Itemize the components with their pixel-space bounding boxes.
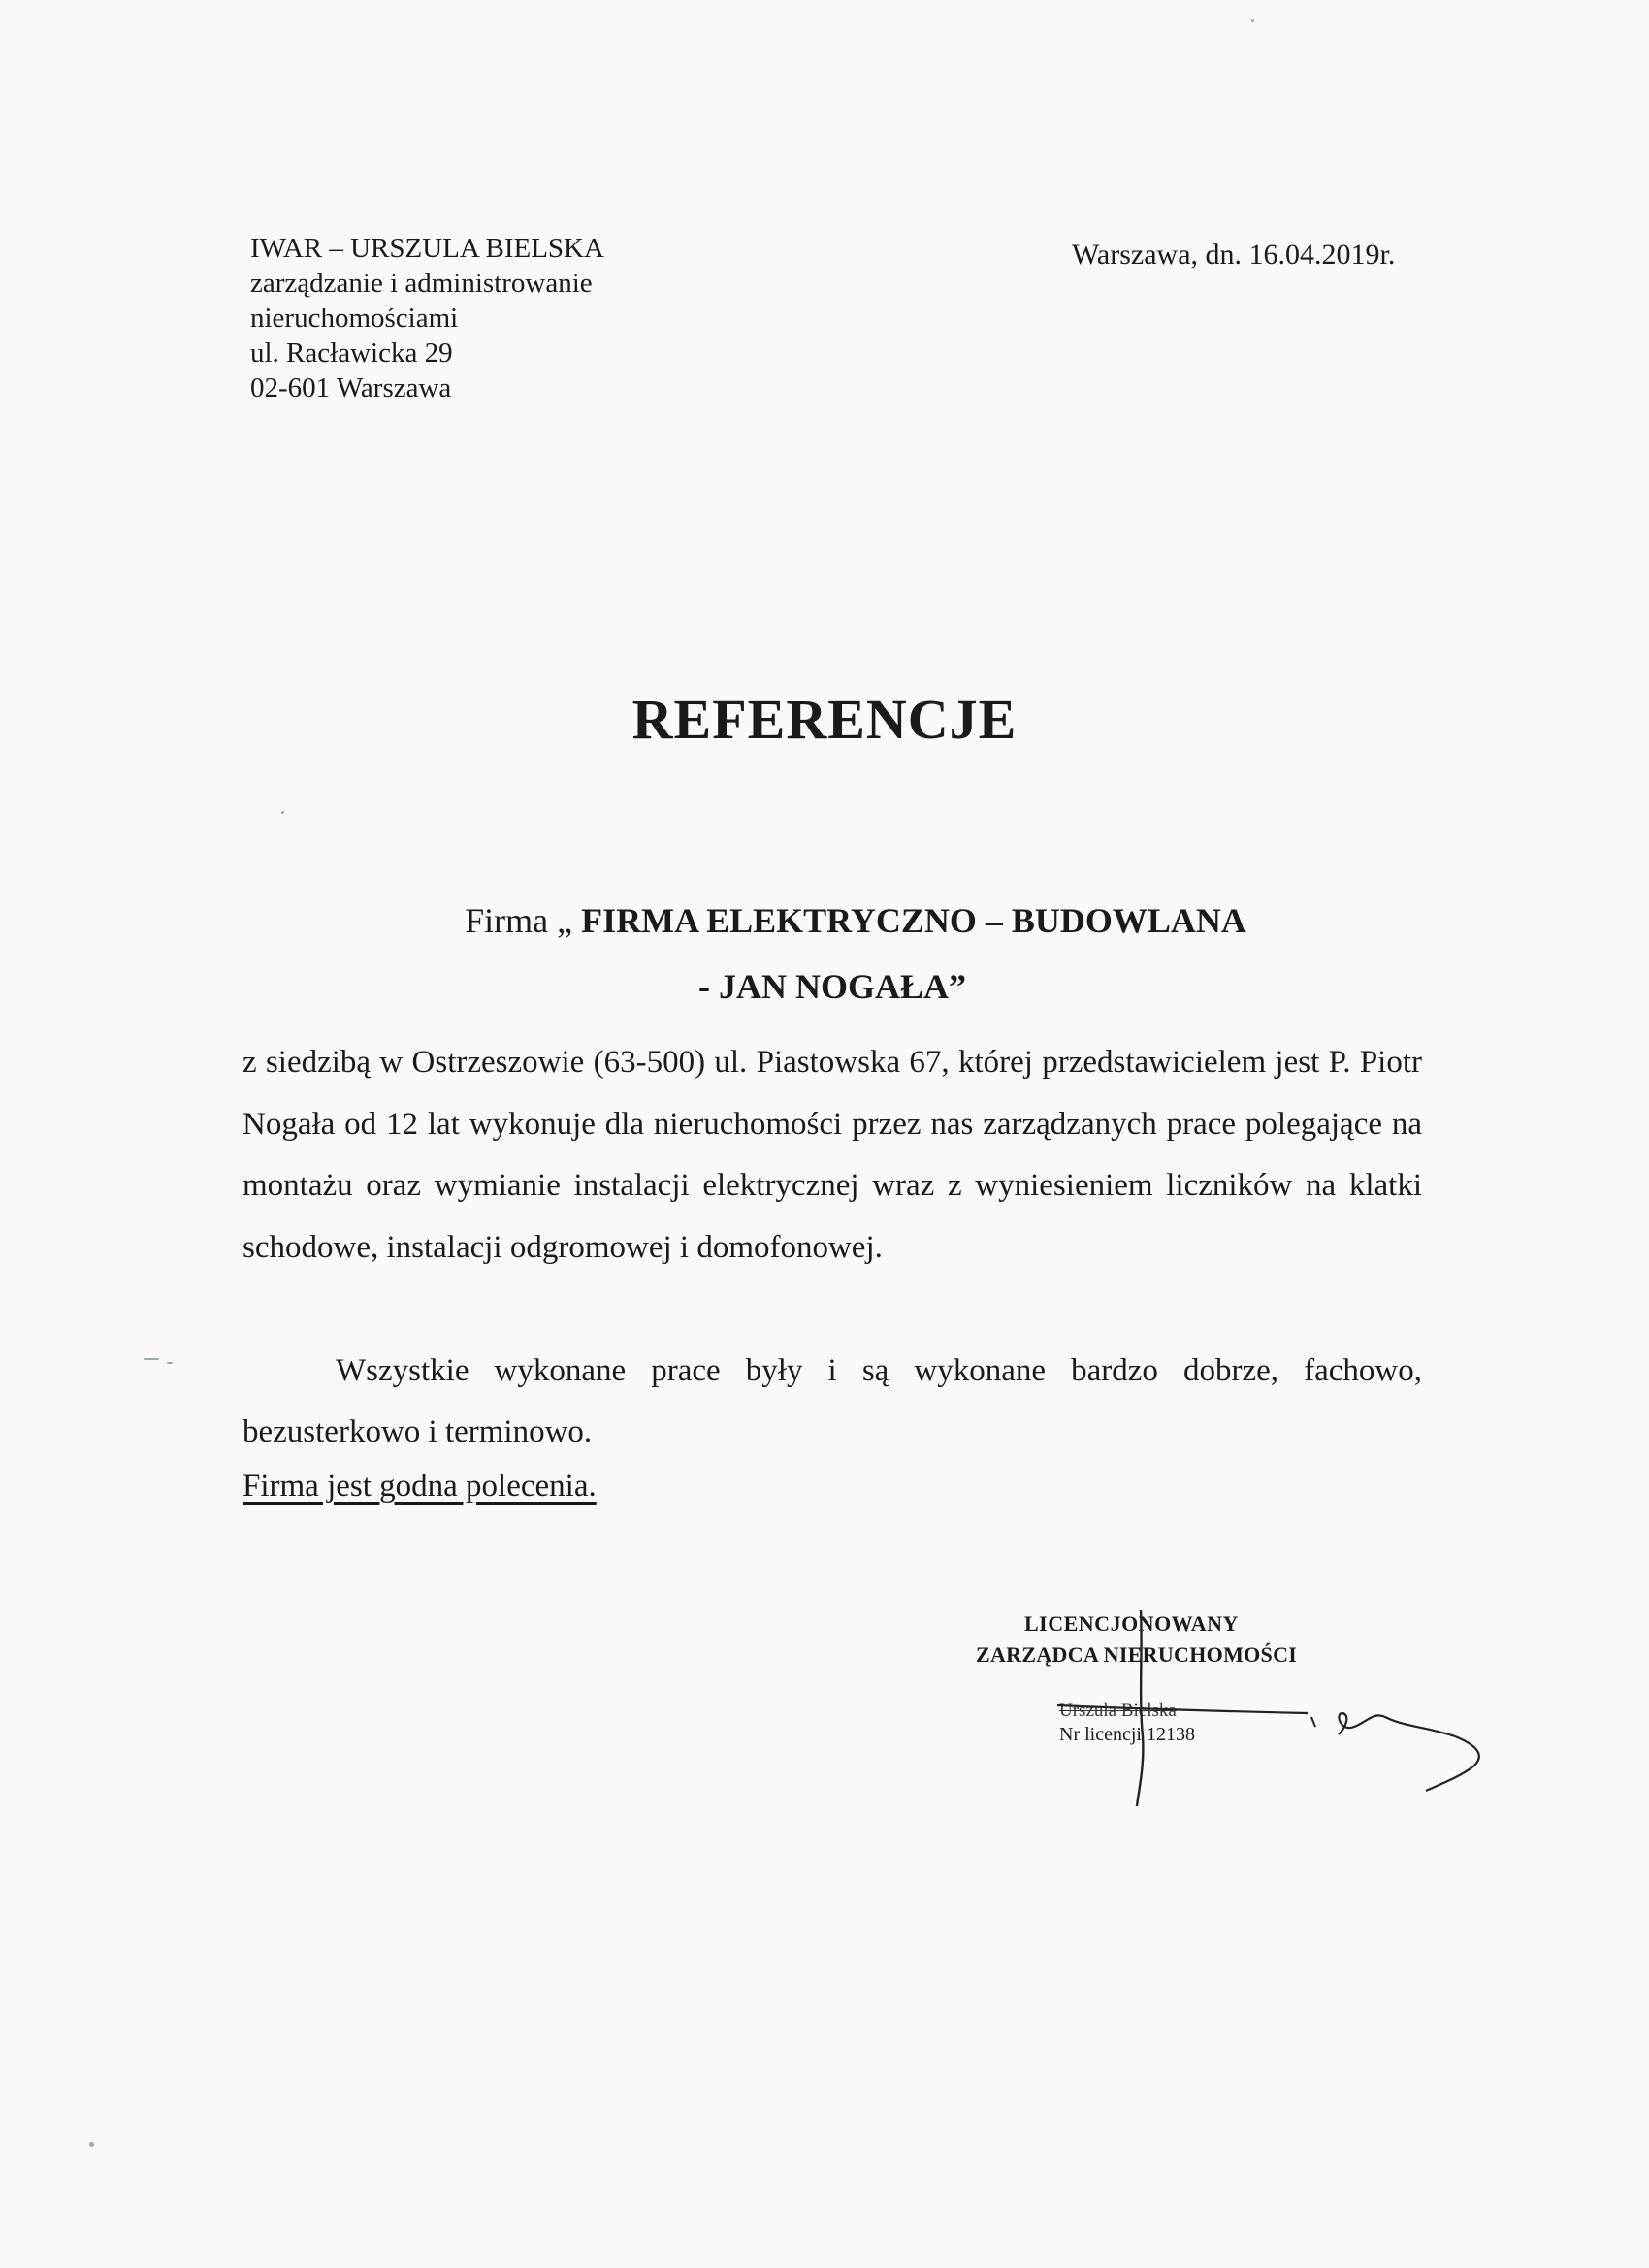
- sender-address-block: [250, 231, 604, 405]
- paper-speck: [281, 811, 284, 814]
- stamp-name: Urszula Bielska: [1059, 1701, 1177, 1721]
- place-and-date: Warszawa, dn. 16.04.2019r.: [1072, 239, 1396, 271]
- company-name-line-1: [31, 900, 1649, 941]
- sender-postal-city: 02-601 Warszawa: [250, 373, 452, 404]
- paper-speck: [1251, 19, 1254, 22]
- recommendation-sentence: Firma jest godna polecenia.: [242, 1469, 597, 1504]
- paper-speck: [144, 1358, 159, 1360]
- sender-description: zarządzanie i administrowanie: [250, 268, 593, 299]
- sender-company-name: IWAR – URSZULA BIELSKA: [250, 233, 604, 264]
- company-prefix: Firma „: [465, 901, 582, 940]
- handwritten-signature: [970, 1591, 1513, 1824]
- paper-speck: [89, 2142, 94, 2147]
- company-name-line-2: - JAN NOGAŁA”: [698, 967, 966, 1006]
- signature-stroke-underline: [1057, 1705, 1308, 1713]
- sender-description-cont: nieruchomościami: [250, 303, 459, 334]
- stamp-licensed: LICENCJONOWANY: [1024, 1611, 1239, 1636]
- signature-stroke-tick: [1311, 1717, 1315, 1727]
- reference-paragraph-2: Wszystkie wykonane prace były i są wykonane bardzo dobrze, fachowo, bezusterkowo i terminowo.: [242, 1353, 1422, 1449]
- company-name: FIRMA ELEKTRYCZNO – BUDOWLANA: [581, 901, 1246, 940]
- paper-speck: [167, 1362, 173, 1364]
- signature-stroke-main: [1339, 1713, 1479, 1791]
- reference-paragraph-1: z siedzibą w Ostrzeszowie (63-500) ul. Piastowska 67, której przedstawicielem jest P. Piotr Nogała od 12 lat wykonuje dla nieruchomości przez nas zarządzanych prace polegające na montażu oraz wymianie instalacji elektrycznej wraz z wyniesieniem liczników na klatki schodowe, instalacji odgromowej i domofonowej.: [242, 1045, 1422, 1265]
- sender-street: ul. Racławicka 29: [250, 338, 453, 369]
- stamp-license-number: Nr licencji 12138: [1059, 1724, 1195, 1745]
- stamp-manager-title: ZARZĄDCA NIERUCHOMOŚCI: [976, 1642, 1298, 1667]
- document-title: REFERENCJE: [631, 688, 1018, 751]
